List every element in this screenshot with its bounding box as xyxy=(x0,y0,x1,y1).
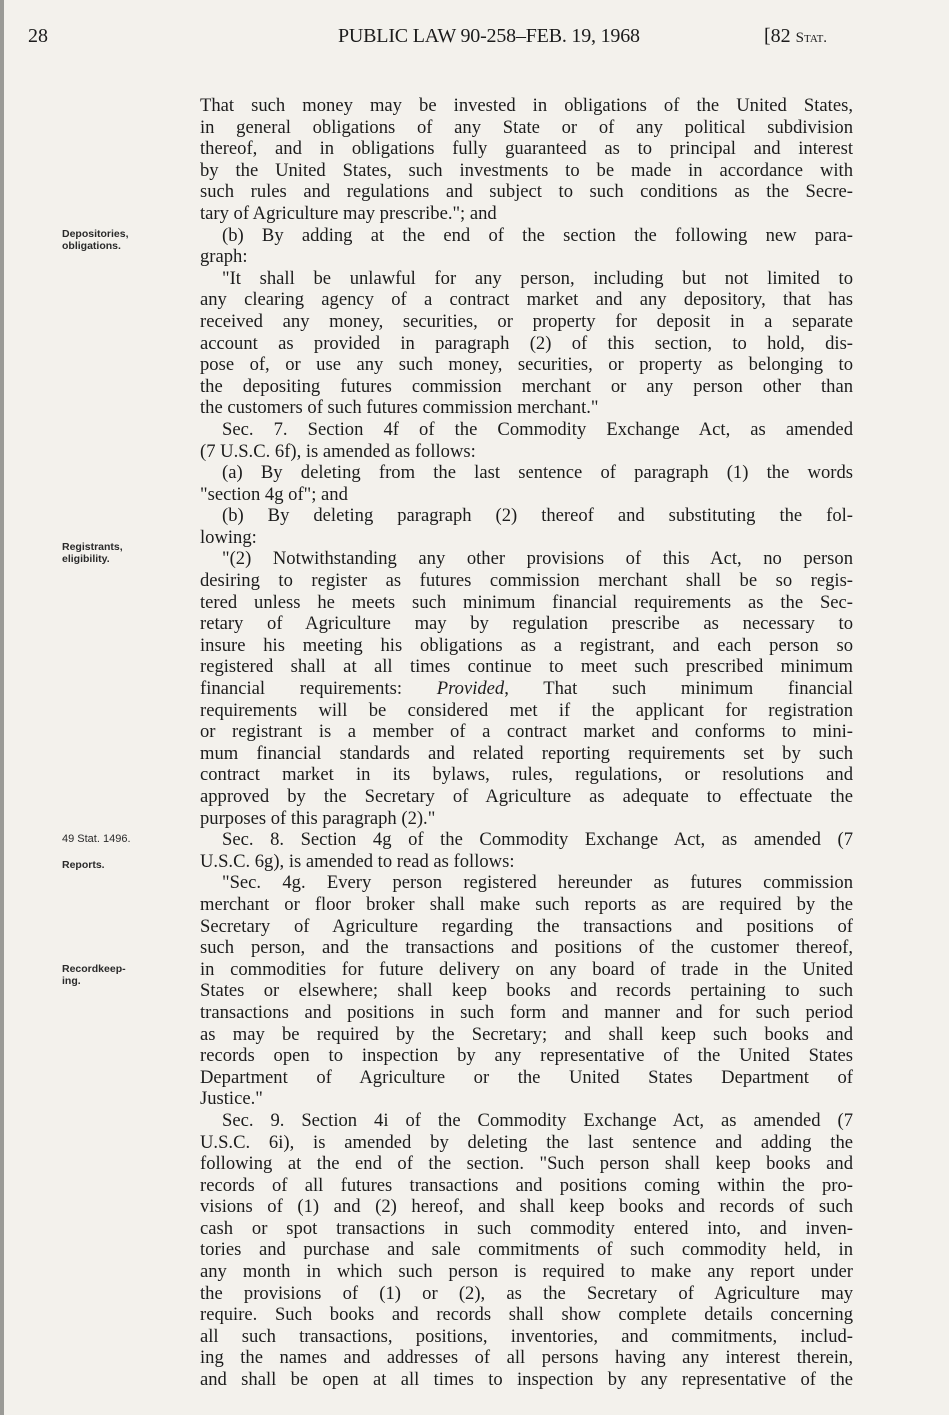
text-line: Secretary of Agriculture regarding the transactions and positions of xyxy=(200,915,853,937)
text-line: States or elsewhere; shall keep books and records pertaining to such xyxy=(200,980,853,1002)
text-line: as may be required by the Secretary; and shall keep such books and xyxy=(200,1023,853,1045)
statute-reference xyxy=(764,25,827,48)
margin-note-registrants: Registrants, eligibility. xyxy=(62,541,123,565)
text-line: mum financial standards and related reporting requirements set by such xyxy=(200,742,853,764)
text-line: registered shall at all times continue to meet such prescribed minimum xyxy=(200,656,853,678)
text-line: merchant or floor broker shall make such reports as are required by the xyxy=(200,893,853,915)
text-line xyxy=(200,678,853,700)
text-line: any month in which such person is required to make any report under xyxy=(200,1261,853,1283)
text-line: insure his meeting his obligations as a registrant, and each person so xyxy=(200,634,853,656)
text-line: purposes of this paragraph (2)." xyxy=(200,807,436,829)
text-line: in commodities for future delivery on any board of trade in the United xyxy=(200,958,853,980)
text-line: Sec. 8. Section 4g of the Commodity Exchange Act, as amended (7 xyxy=(222,829,853,851)
body-text xyxy=(200,95,853,1391)
text-line: lowing: xyxy=(200,526,257,548)
scan-edge xyxy=(0,0,4,1415)
text-line: the provisions of (1) or (2), as the Secretary of Agriculture may xyxy=(200,1282,853,1304)
italic-text: Provided xyxy=(436,678,505,700)
text-line: visions of (1) and (2) hereof, and shall keep books and records of such xyxy=(200,1196,853,1218)
text-line: retary of Agriculture may by regulation prescribe as necessary to xyxy=(200,613,853,635)
text-line: (b) By deleting paragraph (2) thereof and substituting the fol- xyxy=(222,505,853,527)
text-line: contract market in its bylaws, rules, regulations, or resolutions and xyxy=(200,764,853,786)
text-line: tary of Agriculture may prescribe."; and xyxy=(200,202,497,224)
text-line: and shall be open at all times to inspection by any representative of the xyxy=(200,1369,853,1391)
text-line: graph: xyxy=(200,246,248,268)
text-line: (a) By deleting from the last sentence of paragraph (1) the words xyxy=(222,462,853,484)
text-line: "It shall be unlawful for any person, including but not limited to xyxy=(222,267,853,289)
margin-note-reports: Reports. xyxy=(62,859,105,871)
text-line: tered unless he meets such minimum financial requirements as the Sec- xyxy=(200,591,853,613)
text-line: (b) By adding at the end of the section the following new para- xyxy=(222,224,853,246)
text-line: such person, and the transactions and positions of the customer thereof, xyxy=(200,937,853,959)
page-number: 28 xyxy=(28,25,48,47)
text-line: records of all futures transactions and positions coming within the pro- xyxy=(200,1174,853,1196)
text-line: U.S.C. 6g), is amended to read as follows: xyxy=(200,850,515,872)
text-line: pose of, or use any such money, securities, or property as belonging to xyxy=(200,354,853,376)
stat-bracket: [82 xyxy=(764,25,796,47)
stat-label: Stat. xyxy=(795,30,828,46)
text-line: by the United States, such investments to be made in accordance with xyxy=(200,159,853,181)
text-line: U.S.C. 6i), is amended by deleting the last sentence and adding the xyxy=(200,1131,853,1153)
text-line: cash or spot transactions in such commodity entered into, and inven- xyxy=(200,1217,853,1239)
text-line: Sec. 9. Section 4i of the Commodity Exchange Act, as amended (7 xyxy=(222,1109,853,1131)
margin-note-depositories: Depositories, obligations. xyxy=(62,228,129,252)
text-line: tories and purchase and sale commitments of such commodity held, in xyxy=(200,1239,853,1261)
text-line: following at the end of the section. "Such person shall keep books and xyxy=(200,1153,853,1175)
text-line: desiring to register as futures commission merchant shall be so regis- xyxy=(200,570,853,592)
text-segment: , That such minimum financial xyxy=(504,678,853,700)
text-line: approved by the Secretary of Agriculture as adequate to effectuate the xyxy=(200,786,853,807)
margin-note-49-stat: 49 Stat. 1496. xyxy=(62,833,131,845)
text-line: Sec. 7. Section 4f of the Commodity Exchange Act, as amended xyxy=(222,418,853,440)
text-line: the depositing futures commission merchant or any person other than xyxy=(200,375,853,397)
text-line: in general obligations of any State or of any political subdivision xyxy=(200,116,853,138)
text-line: account as provided in paragraph (2) of this section, to hold, dis- xyxy=(200,332,853,354)
text-line: "section 4g of"; and xyxy=(200,483,348,505)
text-segment: financial requirements: xyxy=(200,678,437,700)
text-line: or registrant is a member of a contract market and conforms to mini- xyxy=(200,721,853,743)
margin-note-recordkeeping: Recordkeep- ing. xyxy=(62,963,126,987)
text-line: Department of Agriculture or the United States Department of xyxy=(200,1066,853,1088)
text-line: any clearing agency of a contract market and any depository, that has xyxy=(200,289,853,311)
running-title: PUBLIC LAW 90-258–FEB. 19, 1968 xyxy=(338,25,640,47)
text-line: "(2) Notwithstanding any other provisions of this Act, no person xyxy=(222,548,853,570)
text-line: (7 U.S.C. 6f), is amended as follows: xyxy=(200,440,476,462)
text-line: Justice." xyxy=(200,1088,263,1110)
text-line: transactions and positions in such form and manner and for such period xyxy=(200,1001,853,1023)
text-line: such rules and regulations and subject to such conditions as the Secre- xyxy=(200,181,853,203)
text-line: require. Such books and records shall show complete details concerning xyxy=(200,1304,853,1326)
text-line: records open to inspection by any representative of the United States xyxy=(200,1045,853,1067)
text-line: "Sec. 4g. Every person registered hereunder as futures commission xyxy=(222,872,853,894)
text-line: the customers of such futures commission merchant." xyxy=(200,397,599,419)
text-line: received any money, securities, or property for deposit in a separate xyxy=(200,310,853,332)
text-line: ing the names and addresses of all persons having any interest therein, xyxy=(200,1347,853,1369)
text-line: That such money may be invested in obligations of the United States, xyxy=(200,95,853,116)
text-line: all such transactions, positions, inventories, and commitments, includ- xyxy=(200,1325,853,1347)
text-line: requirements will be considered met if the applicant for registration xyxy=(200,699,853,721)
text-line: thereof, and in obligations fully guaranteed as to principal and interest xyxy=(200,138,853,160)
